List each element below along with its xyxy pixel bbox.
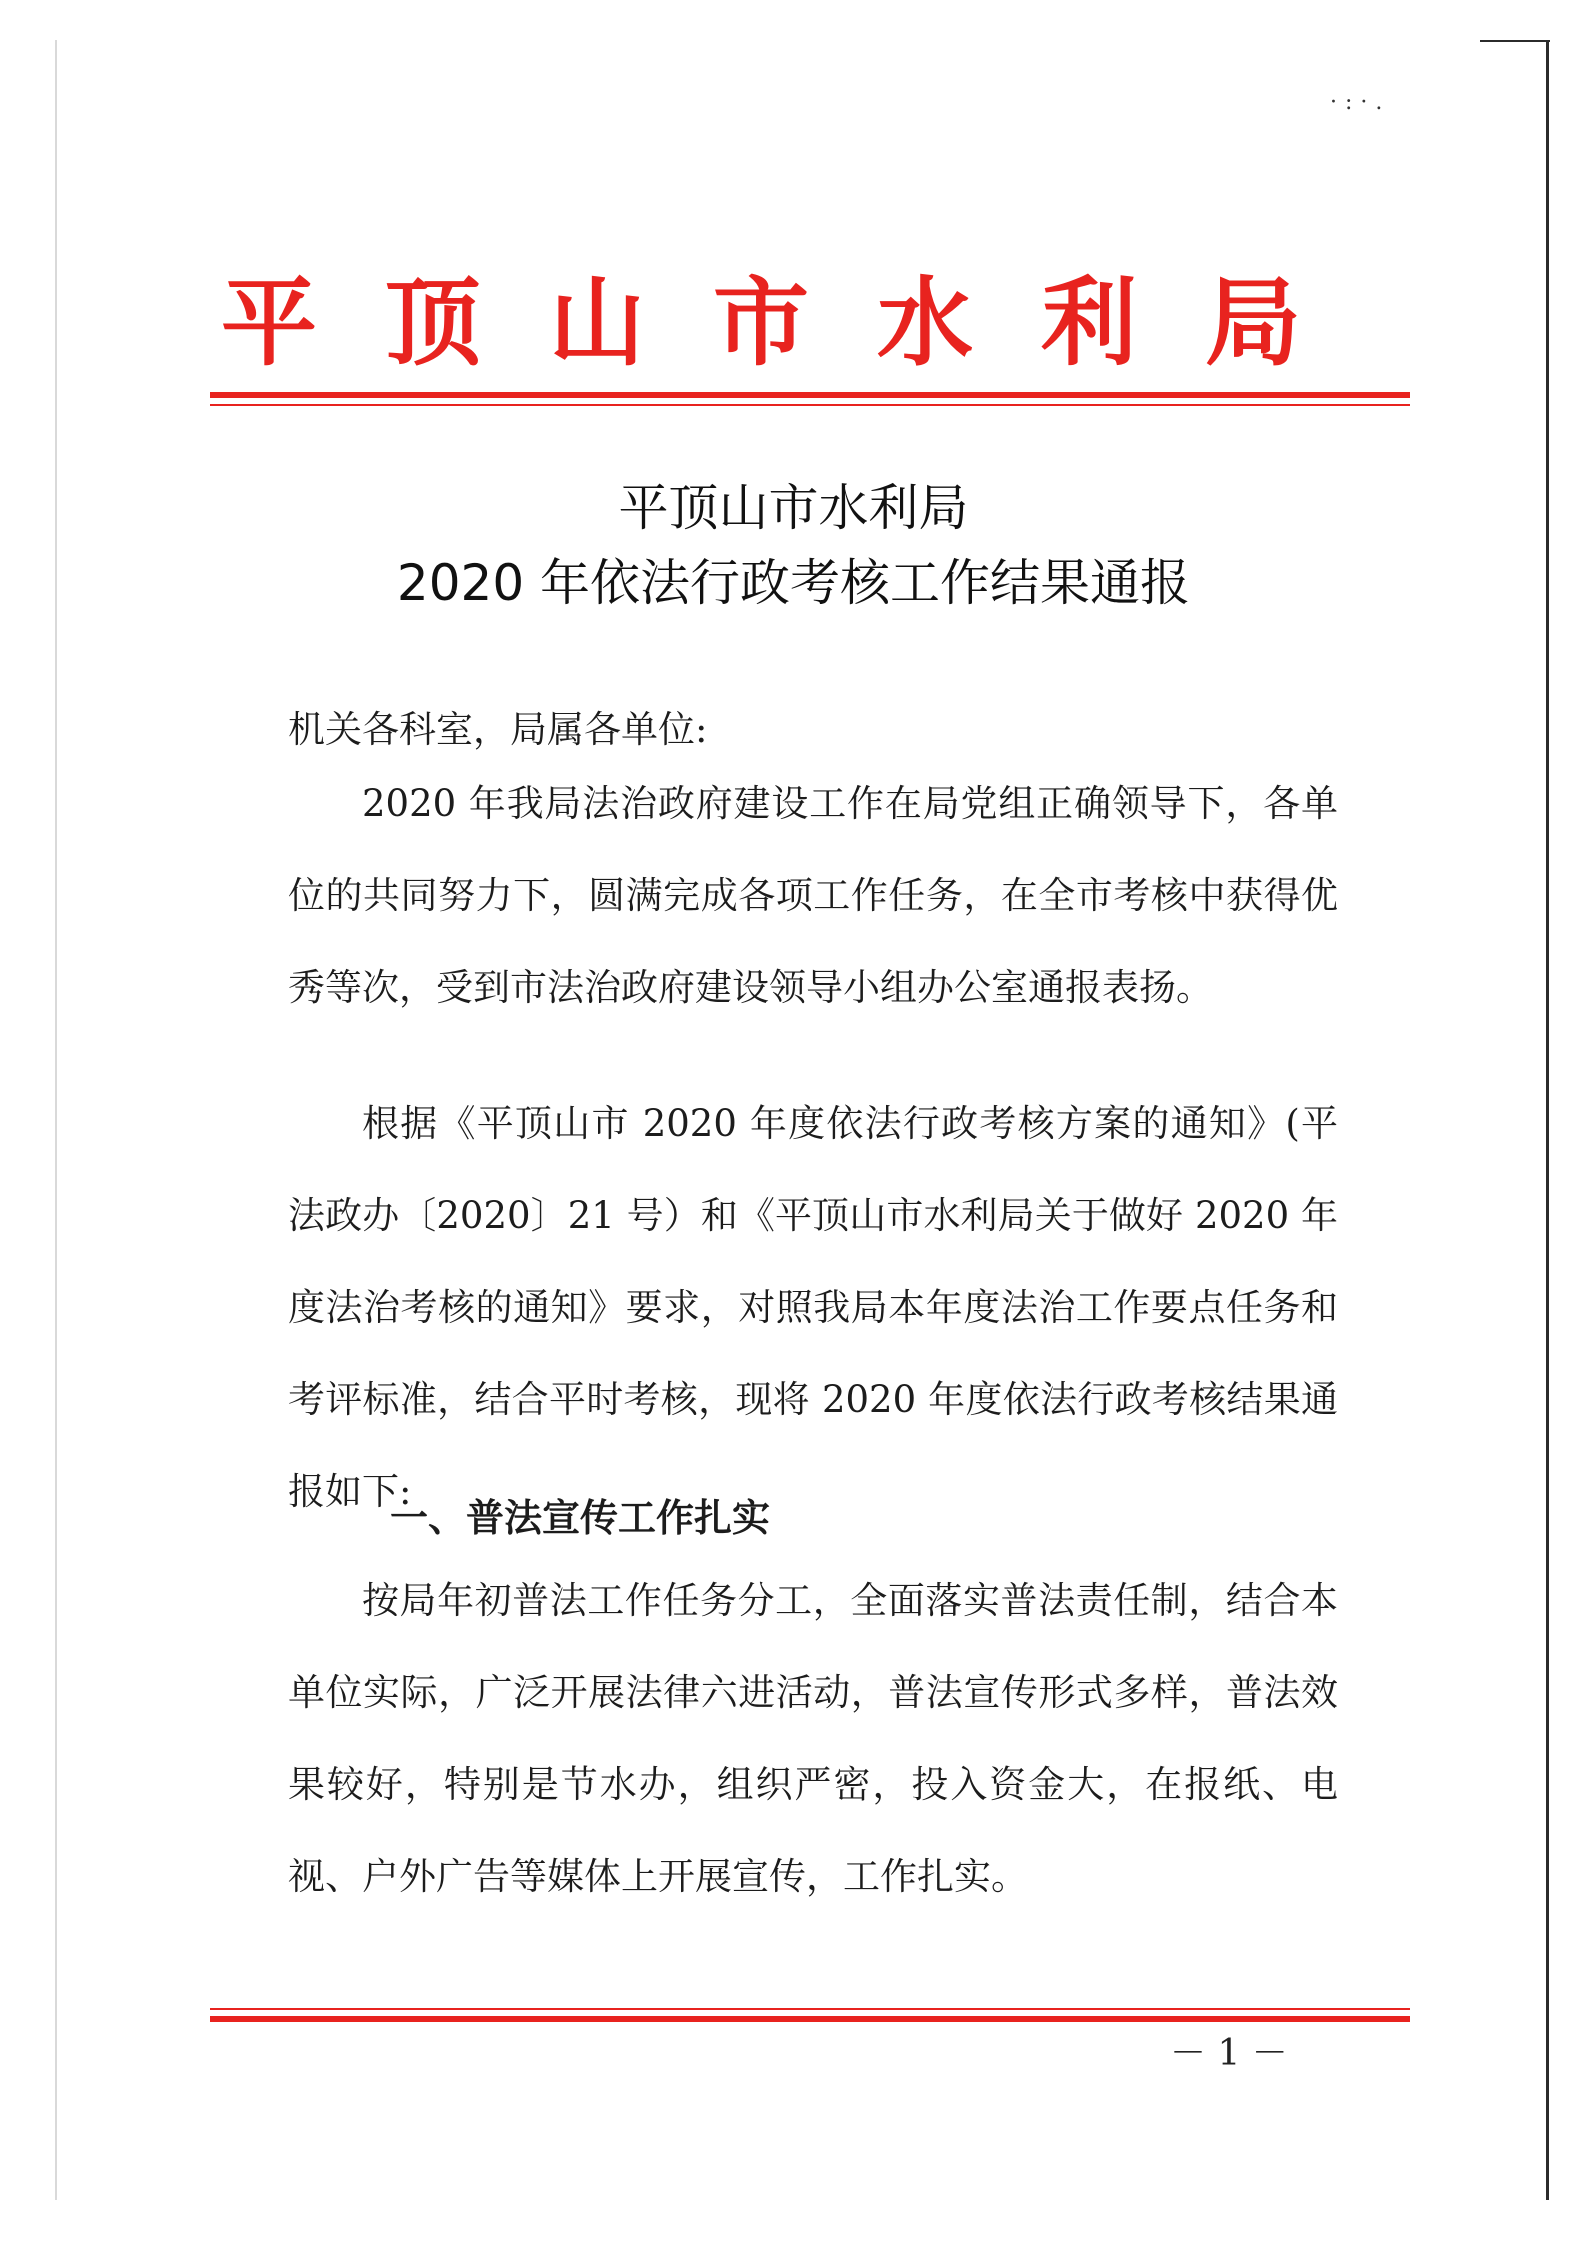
document-title-line1: 平顶山市水利局 xyxy=(618,479,969,537)
paragraph-3 xyxy=(288,1555,1338,1923)
paragraph-2 xyxy=(288,1078,1338,1538)
page-number: － 1 － xyxy=(1170,2033,1288,2074)
paragraph-1-text: 2020 年我局法治政府建设工作在局党组正确领导下，各单位的共同努力下，圆满完成各项工作任务，在全市考核中获得优秀等次，受到市法治政府建设领导小组办公室通报表扬。 xyxy=(288,782,1338,1009)
scan-edge-top xyxy=(1480,40,1550,42)
section-heading-1: 一、普法宣传工作扎实 xyxy=(390,1495,771,1540)
letterhead-org-name: 平顶山市水利局 xyxy=(221,266,1369,379)
footer-rule-thick xyxy=(210,2016,1410,2022)
paragraph-3-text: 按局年初普法工作任务分工，全面落实普法责任制，结合本单位实际，广泛开展法律六进活动，普法宣传形式多样，普法效果较好，特别是节水办，组织严密，投入资金大，在报纸、电视、户外广告等媒体上开展宣传，工作扎实。 xyxy=(288,1579,1338,1898)
scan-edge-left xyxy=(55,40,57,2200)
paragraph-1 xyxy=(288,758,1338,1034)
paragraph-2-text: 根据《平顶山市 2020 年度依法行政考核方案的通知》(平法政办〔2020〕21 号）和《平顶山市水利局关于做好 2020 年度法治考核的通知》要求，对照我局本年度法治工作要点任务和考评标准，结合平时考核，现将 2020 年度依法行政考核结果通报如下: xyxy=(288,1102,1338,1513)
letterhead-rule-thick xyxy=(210,392,1410,398)
letterhead-rule-thin xyxy=(210,404,1410,406)
scan-edge-right xyxy=(1546,40,1549,2200)
document-title-line2: 2020 年依法行政考核工作结果通报 xyxy=(396,554,1191,612)
scan-speckles: ·:·. xyxy=(1330,90,1391,115)
salutation: 机关各科室，局属各单位: xyxy=(288,708,708,751)
footer-rule-thin xyxy=(210,2008,1410,2010)
